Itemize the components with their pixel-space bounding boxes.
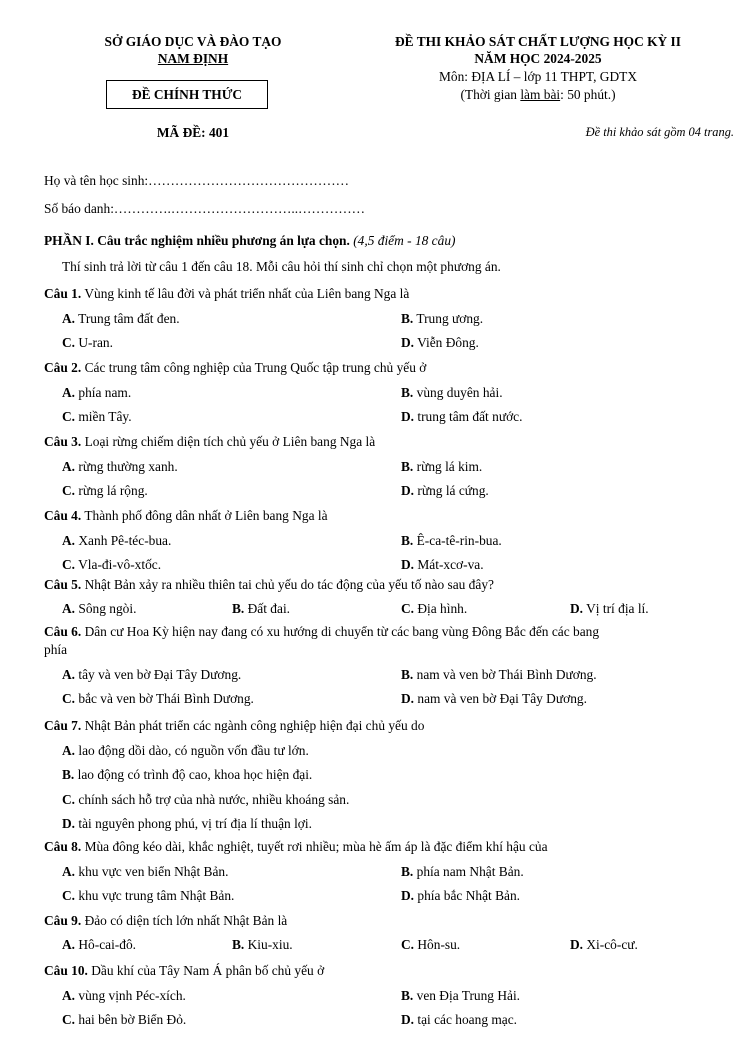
school-year: NĂM HỌC 2024-2025 — [474, 51, 602, 66]
option-b — [401, 666, 597, 683]
option-c — [62, 482, 148, 499]
option-text: Hô-cai-đô. — [75, 937, 137, 952]
official-badge — [106, 80, 268, 109]
option-text: lao động có trình độ cao, khoa học hiện đại. — [74, 767, 313, 782]
option-letter: A. — [62, 666, 76, 682]
option-a — [62, 532, 171, 549]
option-letter: C. — [401, 937, 415, 952]
option-a — [62, 600, 136, 617]
part1-title: PHẦN I. Câu trắc nghiệm nhiều phương án lựa chọn. — [44, 233, 350, 248]
question-text: Loại rừng chiếm diện tích chủ yếu ở Liên bang Nga là — [81, 434, 376, 449]
option-letter: B. — [232, 937, 245, 952]
question-number: Câu 4. — [44, 508, 82, 523]
question-number: Câu 2. — [44, 360, 82, 375]
option-letter: B. — [62, 767, 75, 782]
option-letter: B. — [401, 666, 414, 682]
question-2 — [44, 359, 426, 376]
option-text: Viễn Đông. — [414, 335, 479, 350]
option-text: chính sách hỗ trợ của nhà nước, nhiều khoáng sản. — [75, 791, 350, 807]
time-underlined: làm bài — [520, 87, 561, 102]
question-number: Câu 5. — [44, 577, 82, 592]
option-text: Kiu-xiu. — [244, 937, 293, 952]
option-text: Sông ngòi. — [75, 601, 137, 616]
question-text: Mùa đông kéo dài, khắc nghiệt, tuyết rơi nhiều; mùa hè ấm áp là đặc điểm khí hậu của — [81, 839, 548, 854]
option-d — [62, 815, 312, 832]
option-text: Vla-đi-vô-xtốc. — [75, 557, 162, 572]
option-letter: C. — [62, 557, 76, 572]
option-b — [401, 863, 524, 880]
department-name: SỞ GIÁO DỤC VÀ ĐÀO TẠO — [104, 34, 282, 49]
exam-title: ĐỀ THI KHẢO SÁT CHẤT LƯỢNG HỌC KỲ II — [395, 34, 681, 49]
option-text: phía nam. — [75, 384, 132, 400]
option-text: phía nam Nhật Bản. — [413, 863, 524, 879]
option-letter: C. — [62, 791, 76, 807]
option-a — [62, 742, 309, 759]
option-letter: C. — [401, 601, 415, 616]
option-b — [401, 310, 483, 327]
question-6 — [44, 623, 599, 640]
option-text: Trung tâm đất đen. — [75, 310, 180, 326]
option-text: Ê-ca-tê-rin-bua. — [413, 532, 502, 548]
option-letter: B. — [401, 384, 414, 400]
option-b — [401, 458, 482, 475]
option-letter: A. — [62, 937, 76, 952]
option-letter: B. — [401, 458, 414, 474]
option-d — [570, 936, 638, 953]
option-text: lao động dồi dào, có nguồn vốn đầu tư lớn. — [75, 742, 309, 758]
student-name-field: Họ và tên học sinh:……………………………………… — [44, 173, 349, 188]
option-b — [401, 987, 520, 1004]
question-8 — [44, 838, 548, 855]
option-text: rừng thường xanh. — [75, 458, 178, 474]
question-text-continued: phía — [44, 642, 68, 657]
option-text: Vị trí địa lí. — [583, 601, 649, 616]
student-id-field: Số báo danh:………….………………………..…………… — [44, 201, 365, 216]
option-letter: C. — [62, 483, 76, 498]
option-d — [570, 600, 649, 617]
option-letter: A. — [62, 532, 76, 548]
option-text: Hôn-su. — [414, 937, 461, 952]
option-letter: D. — [570, 601, 584, 616]
question-1 — [44, 285, 409, 302]
option-c — [62, 791, 349, 808]
option-d — [401, 334, 479, 351]
option-b — [62, 766, 312, 783]
province-name: NAM ĐỊNH — [157, 51, 229, 66]
part1-score: (4,5 điểm - 18 câu) — [353, 233, 456, 248]
exam-code: MÃ ĐỀ: 401 — [156, 125, 230, 140]
option-letter: D. — [401, 409, 415, 424]
option-text: bắc và ven bờ Thái Bình Dương. — [75, 691, 254, 706]
time-prefix: (Thời gian — [460, 87, 521, 102]
option-letter: D. — [401, 483, 415, 498]
option-a — [62, 310, 180, 327]
option-text: U-ran. — [75, 335, 113, 350]
option-text: rừng lá rộng. — [75, 483, 148, 498]
official-label: ĐỀ CHÍNH THỨC — [131, 86, 243, 102]
option-a — [62, 936, 136, 953]
option-text: rừng lá cứng. — [414, 483, 489, 498]
question-text: Các trung tâm công nghiệp của Trung Quốc tập trung chủ yếu ở — [81, 360, 427, 375]
option-b — [232, 600, 290, 617]
option-text: khu vực ven biển Nhật Bản. — [75, 863, 229, 879]
option-text: tây và ven bờ Đại Tây Dương. — [75, 666, 242, 682]
option-text: Đất đai. — [244, 601, 291, 616]
option-text: khu vực trung tâm Nhật Bản. — [75, 888, 235, 903]
question-number: Câu 6. — [44, 624, 82, 639]
option-text: miền Tây. — [75, 409, 132, 424]
pages-note: Đề thi khảo sát gồm 04 trang. — [585, 125, 734, 139]
option-d — [401, 690, 587, 707]
question-text: Vùng kinh tế lâu đời và phát triển nhất của Liên bang Nga là — [81, 286, 410, 301]
question-text: Thành phố đông dân nhất ở Liên bang Nga là — [81, 508, 328, 523]
question-text: Nhật Bản phát triển các ngành công nghiệp hiện đại chủ yếu do — [81, 718, 425, 733]
option-text: tại các hoang mạc. — [414, 1012, 518, 1027]
option-letter: A. — [62, 601, 76, 616]
option-text: Địa hình. — [414, 601, 468, 616]
option-letter: C. — [62, 1012, 76, 1027]
question-text: Đảo có diện tích lớn nhất Nhật Bản là — [81, 913, 288, 928]
option-letter: C. — [62, 409, 76, 424]
option-a — [62, 666, 241, 683]
option-letter: C. — [62, 888, 76, 903]
option-letter: B. — [232, 601, 245, 616]
option-c — [401, 936, 460, 953]
option-a — [62, 863, 228, 880]
option-letter: D. — [401, 557, 415, 572]
option-b — [401, 532, 502, 549]
question-4 — [44, 507, 328, 524]
option-text: Mát-xcơ-va. — [414, 557, 484, 572]
part1-heading — [44, 232, 455, 249]
question-7 — [44, 717, 424, 734]
question-number: Câu 7. — [44, 718, 82, 733]
option-letter: A. — [62, 310, 76, 326]
option-letter: B. — [401, 310, 414, 326]
option-letter: A. — [62, 742, 76, 758]
question-10 — [44, 962, 324, 979]
option-d — [401, 556, 484, 573]
option-letter: A. — [62, 863, 76, 879]
option-d — [401, 1011, 517, 1028]
time-suffix: : 50 phút.) — [560, 87, 616, 102]
question-text: Nhật Bản xảy ra nhiều thiên tai chủ yếu do tác động của yếu tố nào sau đây? — [81, 577, 494, 592]
option-letter: C. — [62, 691, 76, 706]
option-c — [62, 334, 113, 351]
option-text: Trung ương. — [413, 310, 484, 326]
question-5 — [44, 576, 494, 593]
question-number: Câu 9. — [44, 913, 82, 928]
option-letter: B. — [401, 863, 414, 879]
option-letter: D. — [401, 335, 415, 350]
option-letter: A. — [62, 458, 76, 474]
option-a — [62, 987, 186, 1004]
option-letter: C. — [62, 335, 76, 350]
option-letter: D. — [401, 691, 415, 706]
option-text: vùng vịnh Péc-xích. — [75, 987, 186, 1003]
option-text: Xi-cô-cư. — [583, 937, 638, 952]
option-letter: A. — [62, 987, 76, 1003]
subject-line: Môn: ĐỊA LÍ – lớp 11 THPT, GDTX — [438, 69, 637, 84]
option-b — [232, 936, 293, 953]
option-text: tài nguyên phong phú, vị trí địa lí thuận lợi. — [75, 816, 312, 831]
option-text: rừng lá kim. — [413, 458, 483, 474]
option-letter: D. — [570, 937, 584, 952]
question-number: Câu 10. — [44, 963, 88, 978]
question-text: Dầu khí của Tây Nam Á phân bố chủ yếu ở — [87, 963, 325, 978]
option-letter: D. — [62, 816, 76, 831]
option-letter: A. — [62, 384, 76, 400]
option-text: ven Địa Trung Hải. — [413, 987, 521, 1003]
option-a — [62, 384, 131, 401]
question-number: Câu 1. — [44, 286, 82, 301]
option-c — [62, 408, 132, 425]
question-number: Câu 3. — [44, 434, 82, 449]
part1-instruction: Thí sinh trả lời từ câu 1 đến câu 18. Mỗi câu hỏi thí sinh chỉ chọn một phương án. — [62, 259, 501, 274]
option-c — [62, 556, 161, 573]
option-letter: B. — [401, 532, 414, 548]
question-9 — [44, 912, 287, 929]
option-text: phía bắc Nhật Bản. — [414, 888, 521, 903]
option-text: Xanh Pê-téc-bua. — [75, 532, 172, 548]
time-line — [344, 86, 732, 103]
option-text: trung tâm đất nước. — [414, 409, 523, 424]
option-text: hai bên bờ Biển Đỏ. — [75, 1012, 187, 1027]
question-text: Dân cư Hoa Kỳ hiện nay đang có xu hướng di chuyển từ các bang vùng Đông Bắc đến các bang — [81, 624, 600, 639]
option-d — [401, 887, 520, 904]
option-d — [401, 482, 489, 499]
option-b — [401, 384, 503, 401]
question-number: Câu 8. — [44, 839, 82, 854]
option-c — [62, 690, 254, 707]
option-c — [62, 887, 234, 904]
option-text: nam và ven bờ Đại Tây Dương. — [414, 691, 587, 706]
question-3 — [44, 433, 375, 450]
option-letter: D. — [401, 1012, 415, 1027]
option-text: vùng duyên hải. — [413, 384, 503, 400]
option-letter: D. — [401, 888, 415, 903]
option-letter: B. — [401, 987, 414, 1003]
option-a — [62, 458, 178, 475]
option-text: nam và ven bờ Thái Bình Dương. — [413, 666, 597, 682]
option-c — [401, 600, 467, 617]
option-d — [401, 408, 522, 425]
option-c — [62, 1011, 186, 1028]
